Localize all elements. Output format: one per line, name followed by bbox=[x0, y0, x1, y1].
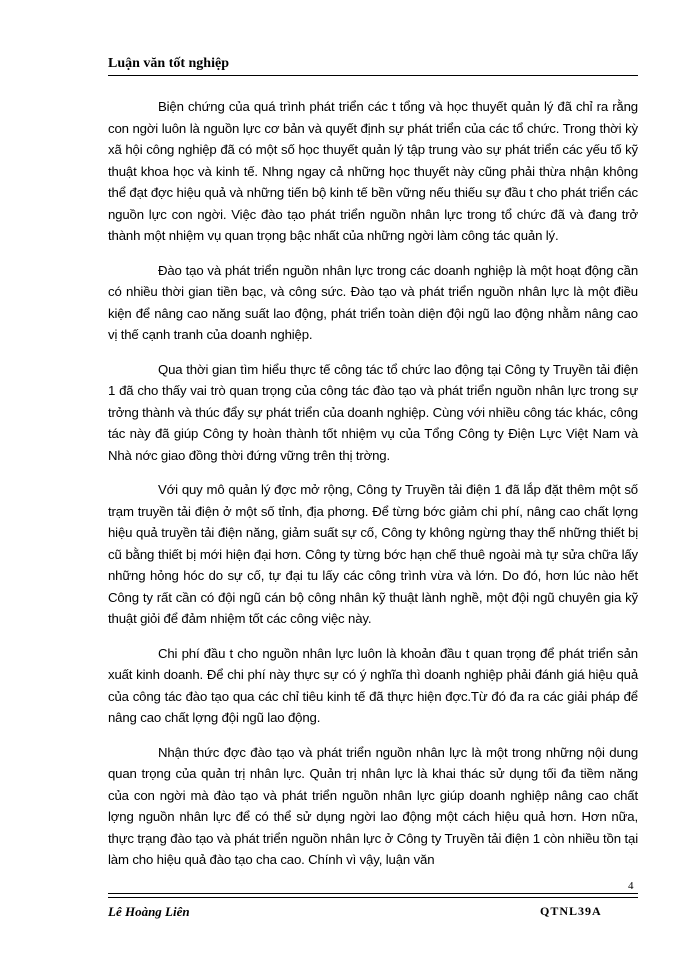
header-rule bbox=[108, 75, 638, 76]
page-number: 4 bbox=[628, 880, 634, 892]
paragraph-5: Chi phí đầu t cho nguồn nhân lực luôn là khoản đầu t quan trọng để phát triển sản xuất kinh doanh. Để chi phí này thực sự có ý nghĩa thì doanh nghiệp phải đánh giá hiệu quả của công tác đào tạo qua các chỉ tiêu kinh tế đã thực hiện đợc.Từ đó đa ra các giải pháp để nâng cao chất lợng đội ngũ lao động. bbox=[108, 645, 638, 725]
paragraph-3: Qua thời gian tìm hiểu thực tế công tác tổ chức lao động tại Công ty Truyền tải điện 1 đã cho thấy vai trò quan trọng của công tác đào tạo và phát triển nguồn nhân lực trong sự trởng thành và thúc đẩy sự phát triển của doanh nghiệp. Cùng với nhiều công tác khác, công tác này đã giúp Công ty hoàn thành tốt nhiệm vụ của Tổng Công ty Điện Lực Việt Nam và Nhà nớc giao đồng thời đứng vững trên thị trờng. bbox=[108, 361, 638, 463]
paragraph-6: Nhận thức đợc đào tạo và phát triển nguồn nhân lực là một trong những nội dung quan trọng của quản trị nhân lực. Quản trị nhân lực là khai thác sử dụng tối đa tiềm năng của con ngời mà đào tạo và phát triển nguồn nhân lực giúp doanh nghiệp nâng cao chất lợng nguồn nhân lực để có thể sử dụng ngời lao động một cách hiệu quả hơn. Hơn nữa, thực trạng đào tạo và phát triển nguồn nhân lực ở Công ty Truyền tải điện 1 còn nhiều tồn tại làm cho hiệu quả đào tạo cha cao. Chính vì vậy, luận văn bbox=[108, 744, 638, 867]
paragraph-2: Đào tạo và phát triển nguồn nhân lực trong các doanh nghiệp là một hoạt động cần có nhiều thời gian tiền bạc, và công sức. Đào tạo và phát triển nguồn nhân lực là một điều kiện để nâng cao năng suất lao động, phát triển toàn diện đội ngũ lao động nhằm nâng cao vị thế cạnh tranh của doanh nghiệp. bbox=[108, 262, 638, 342]
footer-author: Lê Hoàng Liên bbox=[108, 904, 190, 919]
page-header-title: Luận văn tốt nghiệp bbox=[108, 56, 229, 71]
footer-class-code: QTNL39A bbox=[540, 904, 602, 918]
footer-rule bbox=[108, 893, 638, 894]
footer-rule-double bbox=[108, 897, 638, 898]
paragraph-1: Biện chứng của quá trình phát triển các t tổng và học thuyết quản lý đã chỉ ra rằng con ngời luôn là nguồn lực cơ bản và quyết định sự phát triển của các tổ chức. Trong thời kỳ xã hội công nghiệp đã có một số học thuyết quản lý tập trung vào sự phát triển các yếu tố kỹ thuật khoa học và kinh tế. Nhng ngay cả những học thuyết này cũng phải thừa nhận không thể đạt đợc hiệu quả và những tiến bộ kinh tế bền vững nếu thiếu sự đầu t cho phát triển các nguồn lực con ngời. Việc đào tạo phát triển nguồn nhân lực trong tổ chức đã và đang trở thành một nhiệm vụ quan trọng bậc nhất của những ngời làm công tác quản lý. bbox=[108, 99, 638, 243]
document-body bbox=[108, 96, 638, 884]
paragraph-4: Với quy mô quản lý đợc mở rộng, Công ty Truyền tải điện 1 đã lắp đặt thêm một số trạm truyền tải điện ở một số tỉnh, địa phơng. Để từng bớc giảm chi phí, nâng cao chất lợng hiệu quả truyền tải điện năng, giảm suất sự cố, Công ty không ngừng thay thế những thiết bị cũ bằng thiết bị mới hiện đại hơn. Công ty từng bớc hạn chế thuê ngoài mà tự sửa chữa lấy những hỏng hóc do sự cố, tự đại tu lấy các công trình vừa và lớn. Do đó, hơn lúc nào hết Công ty rất cần có đội ngũ cán bộ công nhân kỹ thuật lành nghề, một đội ngũ chuyên gia kỹ thuật giỏi để đảm nhiệm tốt các công việc này. bbox=[108, 482, 638, 626]
